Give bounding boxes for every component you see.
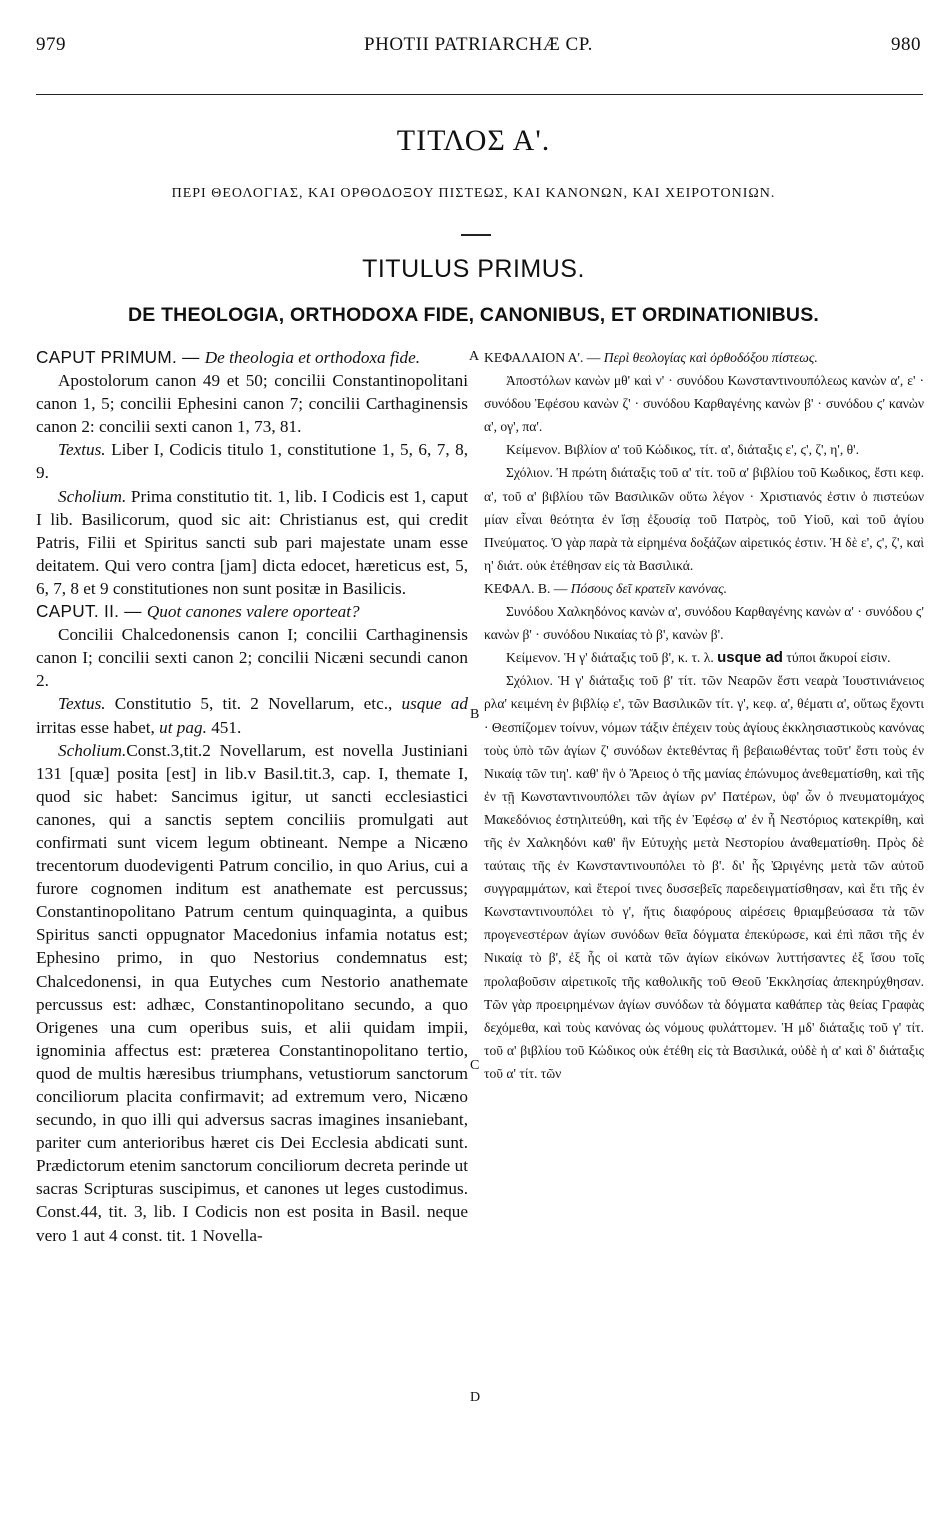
header-rule [36,94,923,95]
greek-cap1-scholium: Σχόλιον. Ἡ πρώτη διάταξις τοῦ α' τίτ. τοῦ α' βιβλίου τοῦ Κωδικος, ἔστι κεφ. α', τοῦ α' βιβλίου τῶν Βασιλικῶν οὕτω λέγον · Χριστιανός ἐστιν ὁ πιστεύων μίαν εἶναι θεότητα ἐν ἴσῃ ἐξουσίᾳ τοῦ Πατρὸς, τοῦ Υἱοῦ, καὶ τοῦ ἁγίου Πνεύματος. Ὁ γὰρ παρὰ τὰ εἰρημένα δοξάζων αἱρετικός ἐστιν. Ἡ δὲ ε', ϛ', ζ', καὶ η' διάτ. οὐκ ἐτέθησαν εἰς τὰ Βασιλικά. [484,465,924,573]
running-head [36,34,921,60]
greek-cap1-heading: ΚΕΦΑΛΑΙΟΝ Α'. — Περὶ θεολογίας καὶ ὀρθοδόξου πίστεως. [484,350,818,365]
greek-cap2-canons: Συνόδου Χαλκηδόνος κανὼν α', συνόδου Καρθαγένης κανὼν α' · συνόδου ϛ' κανὼν β' · συνόδου Νικαίας τὸ β', κανὼν β'. [484,604,924,643]
latin-cap1-heading: CAPUT PRIMUM. — De theologia et orthodoxa fide. [36,347,421,367]
margin-letter-c: C [470,1058,480,1073]
latin-cap2-textus: Textus. Constitutio 5, tit. 2 Novellarum, etc., usque ad irritas esse habet, ut pag. 451. [36,694,468,737]
running-title: PHOTII PATRIARCHÆ CP. [364,34,593,55]
latin-column [36,346,468,1247]
greek-cap2-heading: ΚΕΦΑΛ. Β. — Πόσους δεῖ κρατεῖν κανόνας. [484,580,728,596]
margin-letter-d: D [470,1390,481,1405]
latin-cap1-textus: Textus. Liber I, Codicis titulo 1, constitutione 1, 5, 6, 7, 8, 9. [36,440,468,483]
greek-title: ΤΙΤΛΟΣ Α'. [396,124,551,157]
latin-cap2-heading: CAPUT. II. — Quot canones valere oporteat? [36,601,360,622]
greek-column [484,346,924,1085]
latin-title: TITULUS PRIMUS. [362,255,585,283]
latin-cap2-canons: Concilii Chalcedonensis canon I; concilii Carthaginensis canon I; concilii sexti canon 2; concilii Nicæni secundi canon 2. [36,625,468,691]
greek-cap1-canons: Ἀποστόλων κανὼν μθ' καὶ ν' · συνόδου Κωνσταντινουπόλεως κανὼν α', ε' · συνόδου Ἐφέσου κανὼν ζ' · συνόδου Καρθαγένης κανὼν β' · συνόδου ϛ' κανὼν α', ογ', πα'. [484,373,924,435]
latin-cap1-scholium: Scholium. Prima constitutio tit. 1, lib. I Codicis est 1, caput I lib. Basilicorum, quod sic ait: Christianus est, qui credit Patris, Filii et Spiritus sancti sub pari majestate unam esse deitatem. Qui vero contra [jam] dicta edocet, hæreticus est, 5, 6, 7, 8 et 9 constitutiones non sunt positæ in Basilicis. [36,486,468,598]
latin-cap1-canons: Apostolorum canon 49 et 50; concilii Constantinopolitani canon 1, 5; concilii Ephesini canon 7; concilii Carthaginensis canon 2: concilii sexti canon 1, 73, 81. [36,371,468,437]
greek-cap2-textus: Κείμενον. Ἡ γ' διάταξις τοῦ β', κ. τ. λ. usque ad τύποι ἄκυροί εἰσιν. [506,649,891,667]
greek-cap2-scholium: Σχόλιον. Ἡ γ' διάταξις τοῦ β' τίτ. τῶν Νεαρῶν ἔστι νεαρὰ Ἰουστινιάνειος ρλα' κειμένη ἐν βιβλίῳ ε', τῶν Βασιλικῶν τίτ. γ', κεφ. α', θέματι α', οὕτως ἔχοντι · Θεσπίζομεν τοίνυν, νόμων τάξιν ἐπέχειν τοὺς ἁγίους ἐκκλησιαστικοὺς κανόνας τοὺς ὑπὸ τῶν ἁγίων ζ' συνόδων ἐκτεθέντας ἢ βεβαιωθέντας τοῦτ' ἔστι τοὺς ἐν Νικαίᾳ τῶν τιη'. καθ' ἣν ὁ Ἄρειος ὁ τῆς μανίας ἐπώνυμος ἀνεθεματίσθη, καὶ τῆς ἐν τῇ Κωνσταντινουπόλει τῶν ἁγίων ρν' Πατέρων, ὑφ' ὧν ὁ πνευματομάχος Μακεδόνιος ἐστηλιτεύθη, καὶ τῆς ἐν Ἐφέσῳ α' ἐν ἧ Νεστόριος κατεκρίθη, καὶ τῆς ἐν Χαλκηδόνι καθ' ἣν Εὐτυχὴς μετὰ Νεστορίου ἀναθεματίσθη. Πρὸς δὲ ταύταις τῆς ἐν Κωνσταντινουπόλει τὸ β'. δι' ἧς Ὠριγένης μετὰ τῶν αὐτοῦ συγγραμμάτων, καὶ ἕτεροί τινες δυσσεβεῖς παρεδειγματίσθησαν, καὶ ἔτι τῆς ἐν Κωνσταντινουπόλει τὸ γ', ἥτις διαφόρους αἱρέσεις θριαμβεύσασα τὰ τῶν προγενεστέρων ἁγίων συνόδων θεῖα δόγματα ἐπεκύρωσε, καὶ ἐπὶ πᾶσι τῆς ἐν Νικαίᾳ τὸ β', ἐξ ἧς οἱ κατὰ τῶν ἁγίων εἰκόνων λυττήσαντες ἐξ ἴσου τοῖς προλαβοῦσιν αἱρετικοῖς τῆς καθολικῆς τοῦ Θεοῦ Ἐκκλησίας ἀπεκηρύχθησαν. Τῶν γὰρ προειρημένων ἁγίων συνόδων τὰ δόγματα καθάπερ τὰς θείας Γραφὰς δεχόμεθα, καὶ τοὺς κανόνας ὡς νόμους φυλάττομεν. Ἡ μδ' διάταξις τοῦ γ' τίτ. τοῦ α' βιβλίου τοῦ Κώδικος οὐκ ἐτέθη εἰς τὰ Βασιλικά, οὐδὲ ἡ α' καὶ δ' διάταξις τοῦ α' τίτ. τῶν [484,673,925,1081]
greek-subtitle: ΠΕΡΙ ΘΕΟΛΟΓΙΑΣ, ΚΑΙ ΟΡΘΟΔΟΞΟΥ ΠΙΣΤΕΩΣ, ΚΑΙ ΚΑΝΟΝΩΝ, ΚΑΙ ΧΕΙΡΟΤΟΝΙΩΝ. [171,186,776,201]
latin-subtitle: DE THEOLOGIA, ORTHODOXA FIDE, CANONIBUS, ET ORDINATIONIBUS. [127,304,820,326]
margin-letter-b: B [470,707,480,722]
right-page-number: 980 [891,34,921,55]
greek-cap1-textus: Κείμενον. Βιβλίον α' τοῦ Κώδικος, τίτ. α', διάταξις ε', ϛ', ζ', η', θ'. [506,442,860,458]
latin-cap2-scholium: Scholium.Const.3,tit.2 Novellarum, est novella Justiniani 131 [quæ] posita [est] in lib.v Basil.tit.3, cap. I, themate I, quod sic habet: Sancimus igitur, ut sancti ecclesiastici canones, qui a sanctis septem conciliis promulgati aut confirmati sunt vicem legum obtineant. Nempe a Nicæno trecentorum duodevigenti Patrum concilio, in quo Arius, cui a furore cognomen inditum est anathemate est percussus; Constantinopolitano Patrum centum quinquaginta, a quibus Spiritus sancti oppugnator Macedonius infamia notatus est; Ephesino primo, in quo Nestorius condemnatus est; Chalcedonensi, in qua Eutyches cum Nestorio anathemate percussus est: adhæc, Constantinopolitano secundo, a quo Origenes una cum operibus suis, et alii quidam impii, ignominia affectus est: præterea Constantinopolitano tertio, quod de multis hæresibus triumphans, vetustiorum sanctorum conciliorum placita confirmavit; ad extremum vero, Nicæno secundo, in quo illi qui adversus sacras imagines insaniebant, pariter cum anterioribus hæret cis Dei Ecclesia abdicati sunt. Prædictorum etenim sanctorum conciliorum decreta perinde ut sacras Scripturas suscipimus, et canones ut leges custodimus. Const.44, tit. 3, lib. I Codicis non est posita in Basil. neque vero 1 aut 4 const. tit. 1 Novella- [36,740,468,1245]
title-divider [461,234,491,236]
left-page-number: 979 [36,34,66,55]
margin-letter-a: A [469,349,480,364]
